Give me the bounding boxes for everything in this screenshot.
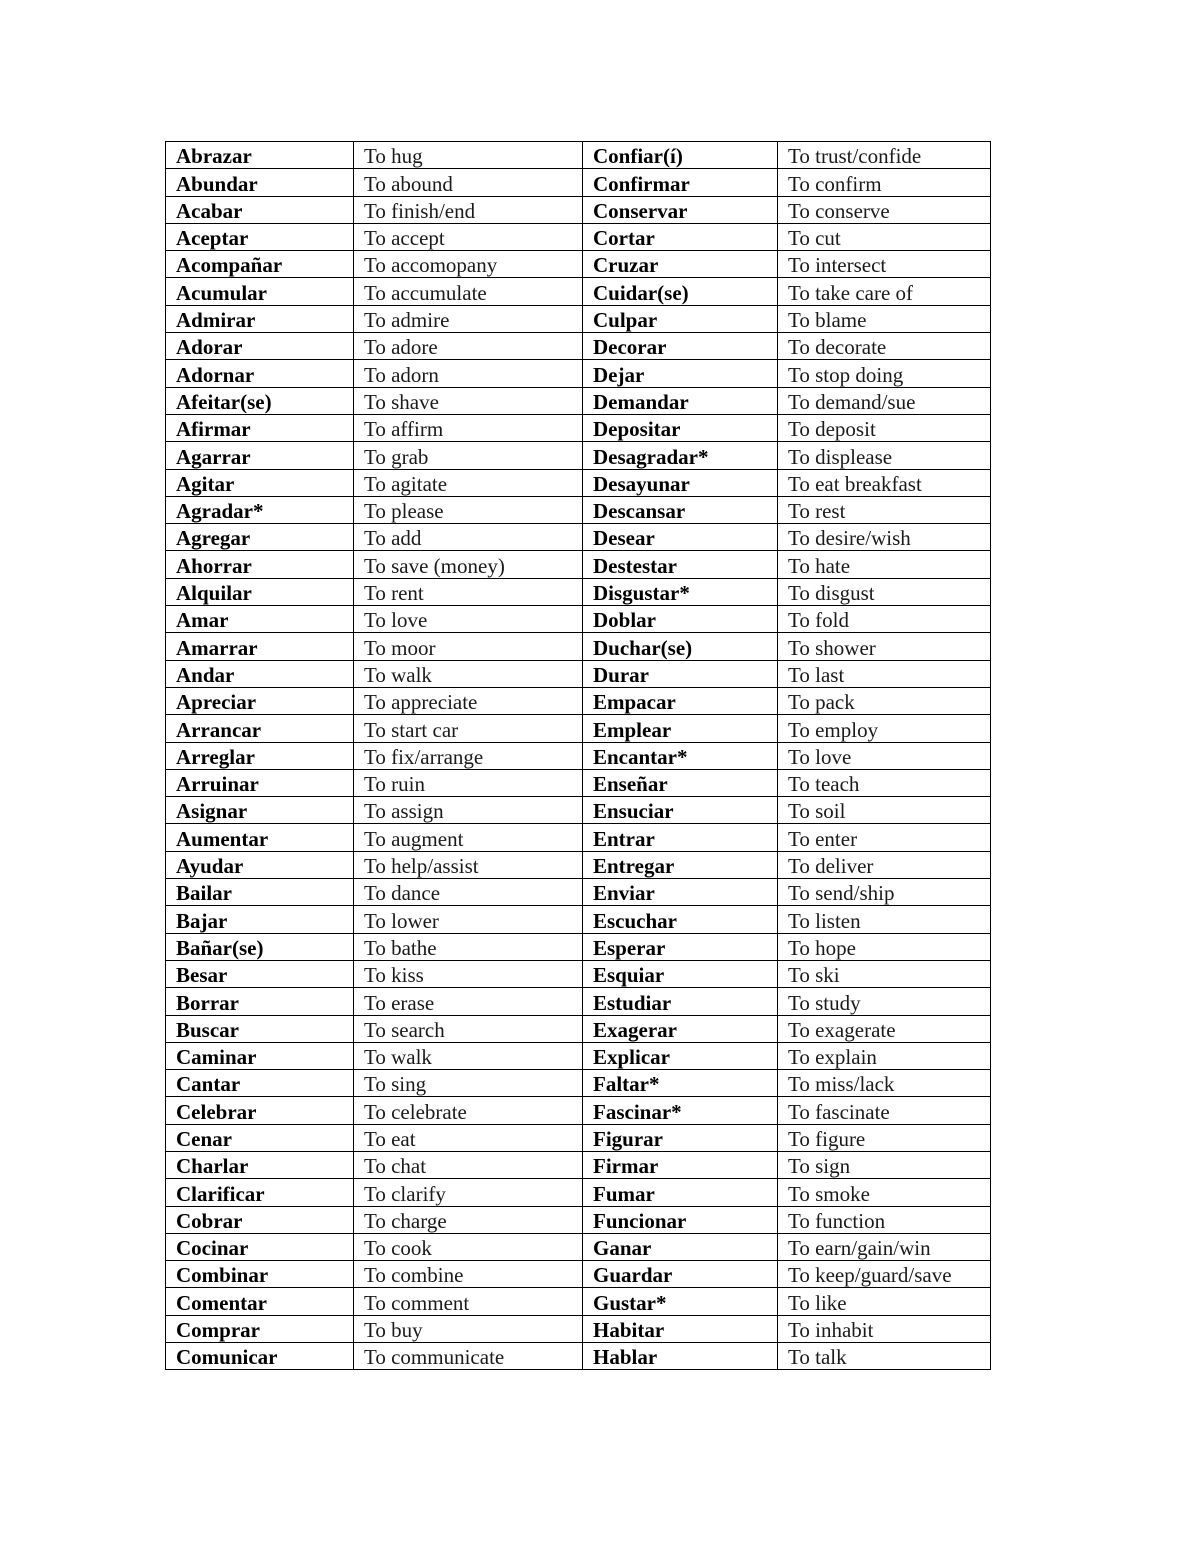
english-translation-cell: To pack (778, 687, 991, 714)
spanish-verb-cell: Entregar (583, 851, 778, 878)
table-row (166, 933, 991, 960)
spanish-verb-cell: Dejar (583, 360, 778, 387)
spanish-verb-cell: Cobrar (166, 1206, 354, 1233)
spanish-verb-cell: Esperar (583, 933, 778, 960)
english-translation-cell: To kiss (354, 960, 583, 987)
english-translation-cell: To please (354, 496, 583, 523)
spanish-verb-cell: Comprar (166, 1315, 354, 1342)
spanish-verb-cell: Gustar* (583, 1288, 778, 1315)
english-translation-cell: To take care of (778, 278, 991, 305)
spanish-verb-cell: Decorar (583, 333, 778, 360)
spanish-verb-cell: Exagerar (583, 1015, 778, 1042)
english-translation-cell: To communicate (354, 1343, 583, 1370)
english-translation-cell: To exagerate (778, 1015, 991, 1042)
table-row (166, 769, 991, 796)
spanish-verb-cell: Enviar (583, 879, 778, 906)
english-translation-cell: To cook (354, 1233, 583, 1260)
spanish-verb-cell: Agitar (166, 469, 354, 496)
table-row (166, 142, 991, 169)
english-translation-cell: To moor (354, 633, 583, 660)
english-translation-cell: To rent (354, 578, 583, 605)
english-translation-cell: To walk (354, 660, 583, 687)
table-row (166, 1261, 991, 1288)
spanish-verb-cell: Culpar (583, 305, 778, 332)
table-row (166, 1151, 991, 1178)
table-row (166, 851, 991, 878)
spanish-verb-cell: Bañar(se) (166, 933, 354, 960)
spanish-verb-cell: Ahorrar (166, 551, 354, 578)
english-translation-cell: To accept (354, 223, 583, 250)
spanish-verb-cell: Agarrar (166, 442, 354, 469)
english-translation-cell: To dance (354, 879, 583, 906)
spanish-verb-cell: Fumar (583, 1179, 778, 1206)
english-translation-cell: To blame (778, 305, 991, 332)
table-row (166, 169, 991, 196)
table-row (166, 1206, 991, 1233)
english-translation-cell: To adorn (354, 360, 583, 387)
table-row (166, 879, 991, 906)
table-row (166, 414, 991, 441)
spanish-verb-cell: Durar (583, 660, 778, 687)
english-translation-cell: To love (354, 606, 583, 633)
english-translation-cell: To like (778, 1288, 991, 1315)
english-translation-cell: To enter (778, 824, 991, 851)
english-translation-cell: To grab (354, 442, 583, 469)
spanish-verb-cell: Clarificar (166, 1179, 354, 1206)
english-translation-cell: To desire/wish (778, 524, 991, 551)
english-translation-cell: To figure (778, 1124, 991, 1151)
spanish-verb-cell: Caminar (166, 1042, 354, 1069)
spanish-verb-cell: Amar (166, 606, 354, 633)
english-translation-cell: To fold (778, 606, 991, 633)
english-translation-cell: To celebrate (354, 1097, 583, 1124)
spanish-verb-cell: Borrar (166, 988, 354, 1015)
table-row (166, 715, 991, 742)
english-translation-cell: To lower (354, 906, 583, 933)
spanish-verb-cell: Desagradar* (583, 442, 778, 469)
english-translation-cell: To ruin (354, 769, 583, 796)
spanish-verb-cell: Estudiar (583, 988, 778, 1015)
spanish-verb-cell: Cortar (583, 223, 778, 250)
english-translation-cell: To chat (354, 1151, 583, 1178)
spanish-verb-cell: Ganar (583, 1233, 778, 1260)
english-translation-cell: To deliver (778, 851, 991, 878)
table-row (166, 578, 991, 605)
table-row (166, 360, 991, 387)
english-translation-cell: To augment (354, 824, 583, 851)
english-translation-cell: To confirm (778, 169, 991, 196)
spanish-verb-cell: Hablar (583, 1343, 778, 1370)
table-row (166, 251, 991, 278)
spanish-verb-cell: Faltar* (583, 1070, 778, 1097)
english-translation-cell: To inhabit (778, 1315, 991, 1342)
spanish-verb-cell: Confirmar (583, 169, 778, 196)
table-row (166, 305, 991, 332)
table-row (166, 742, 991, 769)
spanish-verb-cell: Amarrar (166, 633, 354, 660)
english-translation-cell: To smoke (778, 1179, 991, 1206)
english-translation-cell: To walk (354, 1042, 583, 1069)
english-translation-cell: To employ (778, 715, 991, 742)
table-row (166, 469, 991, 496)
english-translation-cell: To abound (354, 169, 583, 196)
spanish-verb-cell: Entrar (583, 824, 778, 851)
spanish-verb-cell: Explicar (583, 1042, 778, 1069)
spanish-verb-cell: Agradar* (166, 496, 354, 523)
table-row (166, 606, 991, 633)
spanish-verb-cell: Abundar (166, 169, 354, 196)
english-translation-cell: To deposit (778, 414, 991, 441)
english-translation-cell: To teach (778, 769, 991, 796)
spanish-verb-cell: Alquilar (166, 578, 354, 605)
english-translation-cell: To charge (354, 1206, 583, 1233)
spanish-verb-cell: Habitar (583, 1315, 778, 1342)
table-row (166, 660, 991, 687)
english-translation-cell: To miss/lack (778, 1070, 991, 1097)
english-translation-cell: To send/ship (778, 879, 991, 906)
english-translation-cell: To help/assist (354, 851, 583, 878)
english-translation-cell: To start car (354, 715, 583, 742)
english-translation-cell: To study (778, 988, 991, 1015)
vocabulary-table (165, 141, 991, 1370)
table-row (166, 960, 991, 987)
table-row (166, 988, 991, 1015)
spanish-verb-cell: Guardar (583, 1261, 778, 1288)
spanish-verb-cell: Admirar (166, 305, 354, 332)
english-translation-cell: To accomopany (354, 251, 583, 278)
table-row (166, 442, 991, 469)
spanish-verb-cell: Conservar (583, 196, 778, 223)
english-translation-cell: To ski (778, 960, 991, 987)
english-translation-cell: To fix/arrange (354, 742, 583, 769)
english-translation-cell: To shower (778, 633, 991, 660)
english-translation-cell: To sing (354, 1070, 583, 1097)
english-translation-cell: To fascinate (778, 1097, 991, 1124)
english-translation-cell: To admire (354, 305, 583, 332)
english-translation-cell: To save (money) (354, 551, 583, 578)
spanish-verb-cell: Bajar (166, 906, 354, 933)
spanish-verb-cell: Confiar(í) (583, 142, 778, 169)
english-translation-cell: To demand/sue (778, 387, 991, 414)
spanish-verb-cell: Descansar (583, 496, 778, 523)
spanish-verb-cell: Acumular (166, 278, 354, 305)
english-translation-cell: To accumulate (354, 278, 583, 305)
spanish-verb-cell: Escuchar (583, 906, 778, 933)
table-row (166, 196, 991, 223)
table-row (166, 1070, 991, 1097)
spanish-verb-cell: Cuidar(se) (583, 278, 778, 305)
english-translation-cell: To talk (778, 1343, 991, 1370)
spanish-verb-cell: Disgustar* (583, 578, 778, 605)
table-row (166, 1288, 991, 1315)
spanish-verb-cell: Demandar (583, 387, 778, 414)
english-translation-cell: To finish/end (354, 196, 583, 223)
table-row (166, 906, 991, 933)
english-translation-cell: To agitate (354, 469, 583, 496)
spanish-verb-cell: Esquiar (583, 960, 778, 987)
english-translation-cell: To assign (354, 797, 583, 824)
english-translation-cell: To intersect (778, 251, 991, 278)
english-translation-cell: To hope (778, 933, 991, 960)
english-translation-cell: To appreciate (354, 687, 583, 714)
spanish-verb-cell: Arreglar (166, 742, 354, 769)
english-translation-cell: To comment (354, 1288, 583, 1315)
english-translation-cell: To cut (778, 223, 991, 250)
english-translation-cell: To hug (354, 142, 583, 169)
spanish-verb-cell: Comunicar (166, 1343, 354, 1370)
english-translation-cell: To eat (354, 1124, 583, 1151)
spanish-verb-cell: Afirmar (166, 414, 354, 441)
english-translation-cell: To decorate (778, 333, 991, 360)
english-translation-cell: To sign (778, 1151, 991, 1178)
table-row (166, 1015, 991, 1042)
table-row (166, 496, 991, 523)
spanish-verb-cell: Depositar (583, 414, 778, 441)
english-translation-cell: To disgust (778, 578, 991, 605)
spanish-verb-cell: Empacar (583, 687, 778, 714)
spanish-verb-cell: Adorar (166, 333, 354, 360)
table-row (166, 633, 991, 660)
spanish-verb-cell: Emplear (583, 715, 778, 742)
table-row (166, 1042, 991, 1069)
spanish-verb-cell: Besar (166, 960, 354, 987)
spanish-verb-cell: Apreciar (166, 687, 354, 714)
spanish-verb-cell: Afeitar(se) (166, 387, 354, 414)
table-row (166, 1233, 991, 1260)
table-row (166, 524, 991, 551)
english-translation-cell: To earn/gain/win (778, 1233, 991, 1260)
english-translation-cell: To trust/confide (778, 142, 991, 169)
spanish-verb-cell: Combinar (166, 1261, 354, 1288)
english-translation-cell: To bathe (354, 933, 583, 960)
english-translation-cell: To erase (354, 988, 583, 1015)
spanish-verb-cell: Ayudar (166, 851, 354, 878)
table-row (166, 1315, 991, 1342)
spanish-verb-cell: Acabar (166, 196, 354, 223)
table-row (166, 387, 991, 414)
english-translation-cell: To adore (354, 333, 583, 360)
spanish-verb-cell: Doblar (583, 606, 778, 633)
table-row (166, 1179, 991, 1206)
spanish-verb-cell: Cantar (166, 1070, 354, 1097)
english-translation-cell: To conserve (778, 196, 991, 223)
english-translation-cell: To hate (778, 551, 991, 578)
table-row (166, 1343, 991, 1370)
spanish-verb-cell: Encantar* (583, 742, 778, 769)
spanish-verb-cell: Fascinar* (583, 1097, 778, 1124)
spanish-verb-cell: Adornar (166, 360, 354, 387)
english-translation-cell: To explain (778, 1042, 991, 1069)
english-translation-cell: To listen (778, 906, 991, 933)
table-row (166, 278, 991, 305)
english-translation-cell: To displease (778, 442, 991, 469)
english-translation-cell: To function (778, 1206, 991, 1233)
english-translation-cell: To add (354, 524, 583, 551)
english-translation-cell: To combine (354, 1261, 583, 1288)
english-translation-cell: To eat breakfast (778, 469, 991, 496)
table-row (166, 1124, 991, 1151)
spanish-verb-cell: Buscar (166, 1015, 354, 1042)
spanish-verb-cell: Arrancar (166, 715, 354, 742)
spanish-verb-cell: Charlar (166, 1151, 354, 1178)
spanish-verb-cell: Cocinar (166, 1233, 354, 1260)
table-row (166, 223, 991, 250)
english-translation-cell: To last (778, 660, 991, 687)
english-translation-cell: To stop doing (778, 360, 991, 387)
english-translation-cell: To rest (778, 496, 991, 523)
spanish-verb-cell: Asignar (166, 797, 354, 824)
spanish-verb-cell: Andar (166, 660, 354, 687)
spanish-verb-cell: Arruinar (166, 769, 354, 796)
english-translation-cell: To soil (778, 797, 991, 824)
english-translation-cell: To clarify (354, 1179, 583, 1206)
spanish-verb-cell: Desayunar (583, 469, 778, 496)
spanish-verb-cell: Firmar (583, 1151, 778, 1178)
spanish-verb-cell: Destestar (583, 551, 778, 578)
spanish-verb-cell: Ensuciar (583, 797, 778, 824)
english-translation-cell: To search (354, 1015, 583, 1042)
table-row (166, 551, 991, 578)
table-row (166, 1097, 991, 1124)
spanish-verb-cell: Cenar (166, 1124, 354, 1151)
table-row (166, 333, 991, 360)
spanish-verb-cell: Desear (583, 524, 778, 551)
spanish-verb-cell: Enseñar (583, 769, 778, 796)
spanish-verb-cell: Celebrar (166, 1097, 354, 1124)
spanish-verb-cell: Agregar (166, 524, 354, 551)
spanish-verb-cell: Comentar (166, 1288, 354, 1315)
spanish-verb-cell: Acompañar (166, 251, 354, 278)
vocabulary-table-body (166, 142, 991, 1370)
spanish-verb-cell: Figurar (583, 1124, 778, 1151)
table-row (166, 797, 991, 824)
english-translation-cell: To affirm (354, 414, 583, 441)
spanish-verb-cell: Bailar (166, 879, 354, 906)
spanish-verb-cell: Funcionar (583, 1206, 778, 1233)
english-translation-cell: To shave (354, 387, 583, 414)
spanish-verb-cell: Duchar(se) (583, 633, 778, 660)
spanish-verb-cell: Aceptar (166, 223, 354, 250)
spanish-verb-cell: Abrazar (166, 142, 354, 169)
english-translation-cell: To buy (354, 1315, 583, 1342)
table-row (166, 687, 991, 714)
spanish-verb-cell: Aumentar (166, 824, 354, 851)
english-translation-cell: To love (778, 742, 991, 769)
spanish-verb-cell: Cruzar (583, 251, 778, 278)
table-row (166, 824, 991, 851)
english-translation-cell: To keep/guard/save (778, 1261, 991, 1288)
